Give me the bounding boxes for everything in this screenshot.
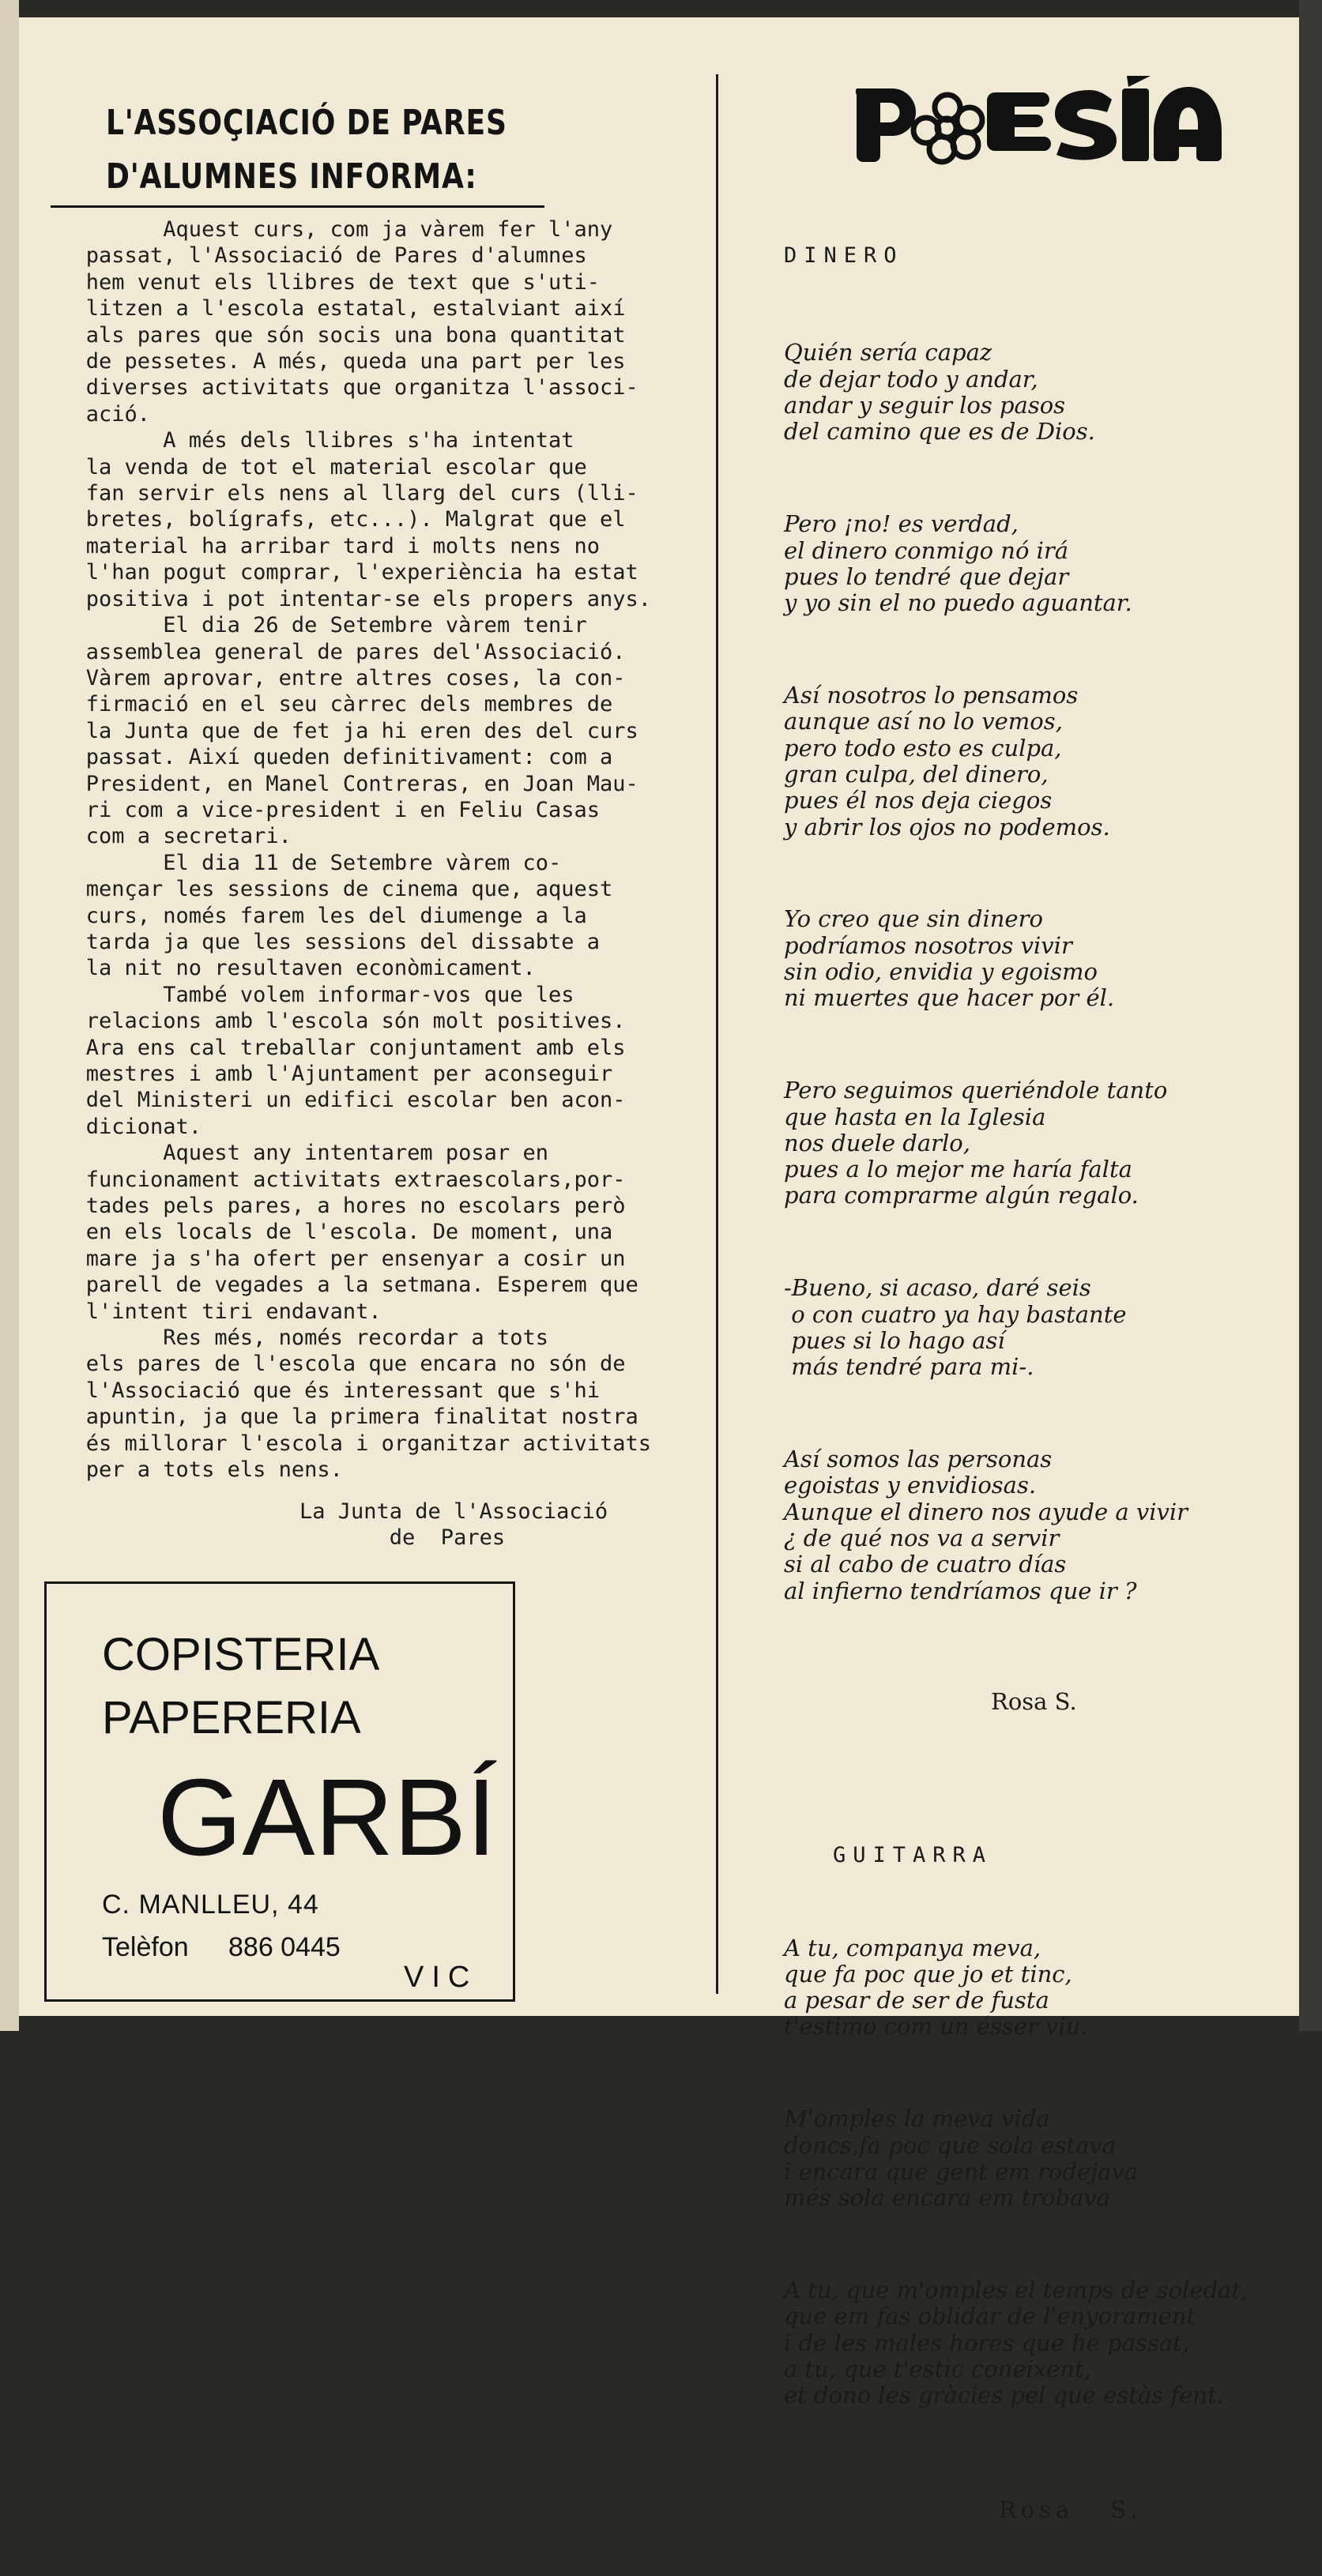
binding-shadow [1299, 0, 1322, 2031]
poem2-stanza: M'omples la meva vida doncs,fa poc que sola estava i encara que gent em rodejava més sola encara em trobava [784, 2105, 1139, 2212]
poem1-stanza: Pero ¡no! es verdad, el dinero conmigo nó irá pues lo tendré que dejar y yo sin el no puedo aguantar. [784, 510, 1132, 617]
poem2-stanza: A tu, companya meva, que fa poc que jo et tinc, a pesar de ser de fusta t'estimo com un ésser viu. [784, 1934, 1088, 2040]
article-signature: La Junta de l'Associació de Pares [299, 1499, 608, 1550]
ad-address: C. MANLLEU, 44 [102, 1890, 319, 1920]
flower-icon [913, 95, 982, 162]
garbi-advertisement [44, 1581, 515, 2002]
ad-city: VIC [404, 1961, 478, 1994]
poem2-author: Rosa S. [999, 2496, 1143, 2524]
article-title [106, 96, 507, 204]
ad-shop-name: GARBÍ [157, 1757, 497, 1878]
ad-papereria: PAPERERIA [102, 1692, 361, 1743]
article-body: Aquest curs, com ja vàrem fer l'any passat, l'Associació de Pares d'alumnes hem venut els llibres de text que s'uti- litzen a l'escola estatal, estalviant així als pares que són socis una bona quantitat de pessetes. A més, queda una part per les diverses activitats que organitza l'associ- ació. A més dels llibres s'ha intentat la venda de tot el material escolar que fan servir els nens al llarg del curs (lli- bretes, bolígrafs, etc...). Malgrat que el material ha arribar tard i molts nens no l'han pogut comprar, l'experiència ha estat positiva i pot intentar-se els propers anys. El dia 26 de Setembre vàrem tenir assemblea general de pares del'Associació. Vàrem aprovar, entre altres coses, la con- firmació en el seu càrrec dels membres de la Junta que de fet ja hi eren des del curs passat. Així queden definitivament: com a President, en Manel Contreras, en Joan Mau- ri com a vice-president i en Feliu Casas com a secretari. El dia 11 de Setembre vàrem co- mençar les sessions de cinema que, aquest curs, només farem les del diumenge a la tarda ja que les sessions del dissabte a la nit no resultaven econòmicament. També volem informar-vos que les relacions amb l'escola són molt positives. Ara ens cal treballar conjuntament amb els mestres i amb l'Ajuntament per aconseguir del Ministeri un edifici escolar ben acon- dicionat. Aquest any intentarem posar en funcionament activitats extraescolars,por- tades pels pares, a hores no escolars però en els locals de l'escola. De moment, una mare ja s'ha ofert per ensenyar a cosir un parell de vegades a la setmana. Esperem que l'intent tiri endavant. Res més, només recordar a tots els pares de l'escola que encara no són de l'Associació que és interessant que s'hi apuntin, ja que la primera finalitat nostra és millorar l'escola i organitzar activitats per a tots els nens. [85, 217, 652, 1483]
column-divider [716, 74, 718, 1994]
poem1-stanza: Así nosotros lo pensamos aunque así no lo vemos, pero todo esto es culpa, gran culpa, del dinero, pues él nos deja ciegos y abrir los ojos no podemos. [784, 682, 1110, 840]
poem1-stanza: -Bueno, si acaso, daré seis o con cuatro ya hay bastante pues si lo hago así más tendré para mi-. [784, 1274, 1127, 1381]
adjacent-page-edge [0, 0, 19, 2031]
poesia-logo [849, 73, 1228, 167]
poem2-stanza: A tu, que m'omples el temps de soledat, que em fas oblidar de l'enyorament i de les males hores que he passat, a tu, que t'estic coneixent, et dono les gràcies pel que estàs fent. [784, 2277, 1249, 2409]
title-underline [51, 205, 544, 208]
poem1-stanza: Quién sería capaz de dejar todo y andar, andar y seguir los pasos del camino que es de Dios. [784, 339, 1095, 446]
article-title-line2: D'ALUMNES INFORMA: [106, 156, 477, 197]
poem1-title: DINERO [784, 243, 904, 268]
poem1-stanza: Así somos las personas egoistas y envidiosas. Aunque el dinero nos ayude a vivir ¿ de qué nos va a servir si al cabo de cuatro días al infierno tendríamos que ir ? [784, 1446, 1188, 1604]
poems-column [784, 190, 1248, 2576]
article-title-line1: L'ASSOÇIACIÓ DE PARES [106, 103, 507, 143]
poem1-stanza: Yo creo que sin dinero podríamos nosotros vivir sin odio, envidia y egoismo ni muertes que hacer por él. [784, 905, 1115, 1012]
poem2-title: GUITARRA [833, 1842, 993, 1867]
ad-copisteria: COPISTERIA [102, 1629, 380, 1680]
poem1-stanza: Pero seguimos queriéndole tanto que hasta en la Iglesia nos duele darlo, pues a lo mejor me haría falta para comprarme algún regalo. [784, 1077, 1168, 1209]
magazine-page [19, 17, 1299, 2524]
ad-phone-number: 886 0445 [228, 1932, 341, 1962]
poem1-author: Rosa S. [991, 1688, 1077, 1716]
ad-phone-label: Telèfon [102, 1932, 189, 1962]
